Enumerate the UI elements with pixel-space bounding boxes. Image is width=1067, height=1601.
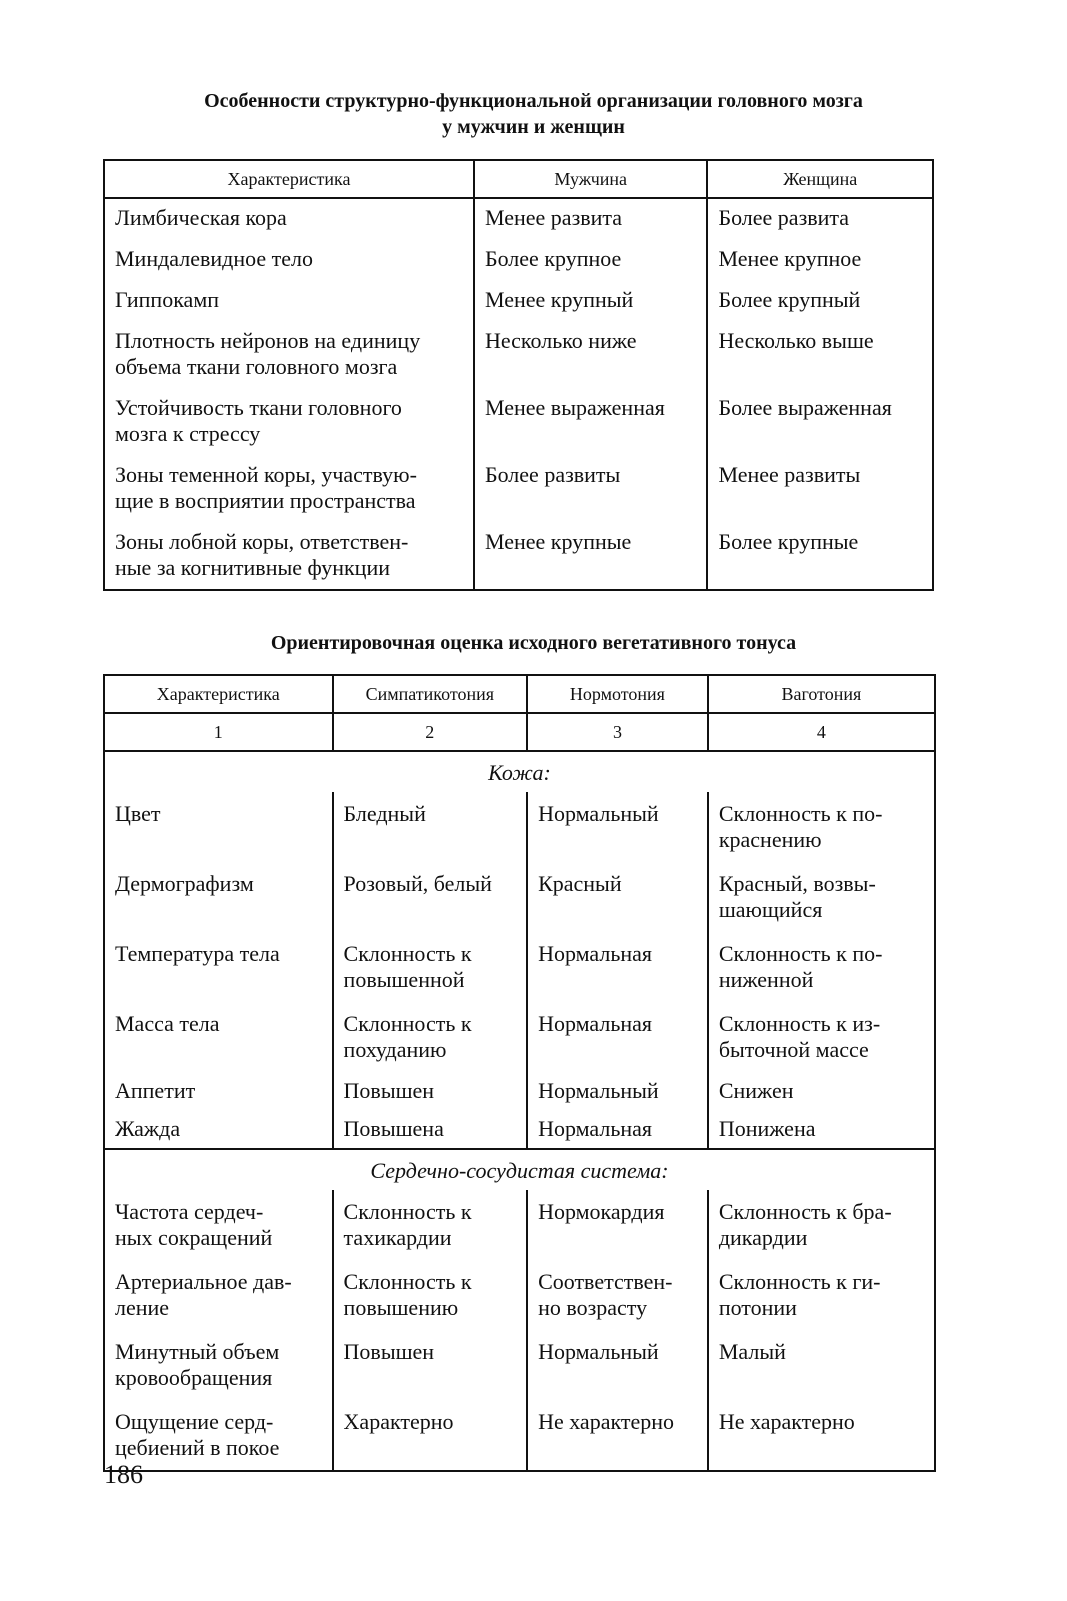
table-row <box>104 862 935 932</box>
characteristic-cell: Минутный объем кровообращения <box>104 1330 333 1400</box>
male-cell: Несколько ниже <box>474 321 707 388</box>
normotonia-cell: Нормокардия <box>527 1190 708 1260</box>
column-number: 1 <box>104 713 333 751</box>
characteristic-cell: Аппетит <box>104 1072 333 1110</box>
table-row <box>104 1072 935 1110</box>
characteristic-cell: Частота сердеч- ных сокращений <box>104 1190 333 1260</box>
male-cell: Менее крупные <box>474 522 707 590</box>
brain-organization-table <box>103 159 934 591</box>
vagotonia-cell: Склонность к ги- потонии <box>708 1260 935 1330</box>
characteristic-cell: Дермографизм <box>104 862 333 932</box>
table1-title-line1: Особенности структурно-функциональной организации головного мозга <box>204 90 863 112</box>
female-cell: Менее крупное <box>707 239 933 280</box>
characteristic-cell: Жажда <box>104 1110 333 1149</box>
vagotonia-cell: Не характерно <box>708 1400 935 1471</box>
female-cell: Менее развиты <box>707 455 933 522</box>
column-header-characteristic: Характеристика <box>104 160 474 198</box>
column-header-male: Мужчина <box>474 160 707 198</box>
section-heading-row <box>104 1149 935 1190</box>
vagotonia-cell: Склонность к по- ниженной <box>708 932 935 1002</box>
characteristic-cell: Зоны теменной коры, участвую- щие в восприятии пространства <box>104 455 474 522</box>
table-row <box>104 1400 935 1471</box>
table-row <box>104 239 933 280</box>
table1-title <box>0 88 1067 140</box>
characteristic-cell: Цвет <box>104 792 333 862</box>
characteristic-cell: Устойчивость ткани головного мозга к стрессу <box>104 388 474 455</box>
table1-body <box>104 198 933 590</box>
sympathicotonia-cell: Бледный <box>333 792 528 862</box>
section-heading: Кожа: <box>104 751 935 792</box>
normotonia-cell: Нормальный <box>527 1072 708 1110</box>
normotonia-cell: Соответствен- но возрасту <box>527 1260 708 1330</box>
normotonia-cell: Нормальная <box>527 1002 708 1072</box>
female-cell: Более крупные <box>707 522 933 590</box>
characteristic-cell: Плотность нейронов на единицу объема ткани головного мозга <box>104 321 474 388</box>
vagotonia-cell: Склонность к бра- дикардии <box>708 1190 935 1260</box>
sympathicotonia-cell: Склонность к повышению <box>333 1260 528 1330</box>
characteristic-cell: Лимбическая кора <box>104 198 474 239</box>
table-row <box>104 1330 935 1400</box>
characteristic-cell: Зоны лобной коры, ответствен- ные за когнитивные функции <box>104 522 474 590</box>
female-cell: Более крупный <box>707 280 933 321</box>
vagotonia-cell: Склонность к из- быточной массе <box>708 1002 935 1072</box>
table-header-row <box>104 160 933 198</box>
column-number: 2 <box>333 713 528 751</box>
section-heading-row <box>104 751 935 792</box>
table-row <box>104 792 935 862</box>
female-cell: Несколько выше <box>707 321 933 388</box>
normotonia-cell: Не характерно <box>527 1400 708 1471</box>
section-heading: Сердечно-сосудистая система: <box>104 1149 935 1190</box>
table-row <box>104 1110 935 1149</box>
table-header-row <box>104 675 935 713</box>
sympathicotonia-cell: Повышен <box>333 1072 528 1110</box>
table-row <box>104 455 933 522</box>
characteristic-cell: Масса тела <box>104 1002 333 1072</box>
column-header-female: Женщина <box>707 160 933 198</box>
table-row <box>104 388 933 455</box>
male-cell: Менее развита <box>474 198 707 239</box>
vagotonia-cell: Снижен <box>708 1072 935 1110</box>
table-row <box>104 198 933 239</box>
column-number: 3 <box>527 713 708 751</box>
column-header-sympathicotonia: Симпатикотония <box>333 675 528 713</box>
sympathicotonia-cell: Склонность к тахикардии <box>333 1190 528 1260</box>
vagotonia-cell: Малый <box>708 1330 935 1400</box>
normotonia-cell: Нормальный <box>527 792 708 862</box>
table-row <box>104 1002 935 1072</box>
column-number: 4 <box>708 713 935 751</box>
sympathicotonia-cell: Склонность к повышенной <box>333 932 528 1002</box>
male-cell: Более развиты <box>474 455 707 522</box>
male-cell: Менее выраженная <box>474 388 707 455</box>
table-row <box>104 280 933 321</box>
column-number-row <box>104 713 935 751</box>
sympathicotonia-cell: Розовый, белый <box>333 862 528 932</box>
page-number: 186 <box>104 1460 143 1489</box>
sympathicotonia-cell: Характерно <box>333 1400 528 1471</box>
table-row <box>104 932 935 1002</box>
characteristic-cell: Артериальное дав- ление <box>104 1260 333 1330</box>
characteristic-cell: Миндалевидное тело <box>104 239 474 280</box>
table2-body <box>104 751 935 1471</box>
sympathicotonia-cell: Повышен <box>333 1330 528 1400</box>
characteristic-cell: Гиппокамп <box>104 280 474 321</box>
table-row <box>104 1260 935 1330</box>
normotonia-cell: Нормальная <box>527 932 708 1002</box>
table-row <box>104 321 933 388</box>
vagotonia-cell: Красный, возвы- шающийся <box>708 862 935 932</box>
characteristic-cell: Ощущение серд- цебиений в покое <box>104 1400 333 1471</box>
female-cell: Более выраженная <box>707 388 933 455</box>
sympathicotonia-cell: Повышена <box>333 1110 528 1149</box>
male-cell: Более крупное <box>474 239 707 280</box>
normotonia-cell: Нормальная <box>527 1110 708 1149</box>
column-header-characteristic: Характеристика <box>104 675 333 713</box>
vagotonia-cell: Понижена <box>708 1110 935 1149</box>
female-cell: Более развита <box>707 198 933 239</box>
column-header-normotonia: Нормотония <box>527 675 708 713</box>
table2-title: Ориентировочная оценка исходного вегетативного тонуса <box>270 632 797 654</box>
male-cell: Менее крупный <box>474 280 707 321</box>
vagotonia-cell: Склонность к по- краснению <box>708 792 935 862</box>
table1-title-line2: у мужчин и женщин <box>442 116 625 138</box>
table-row <box>104 1190 935 1260</box>
column-header-vagotonia: Ваготония <box>708 675 935 713</box>
table-row <box>104 522 933 590</box>
sympathicotonia-cell: Склонность к похуданию <box>333 1002 528 1072</box>
characteristic-cell: Температура тела <box>104 932 333 1002</box>
vegetative-tone-table <box>103 674 936 1472</box>
normotonia-cell: Красный <box>527 862 708 932</box>
normotonia-cell: Нормальный <box>527 1330 708 1400</box>
